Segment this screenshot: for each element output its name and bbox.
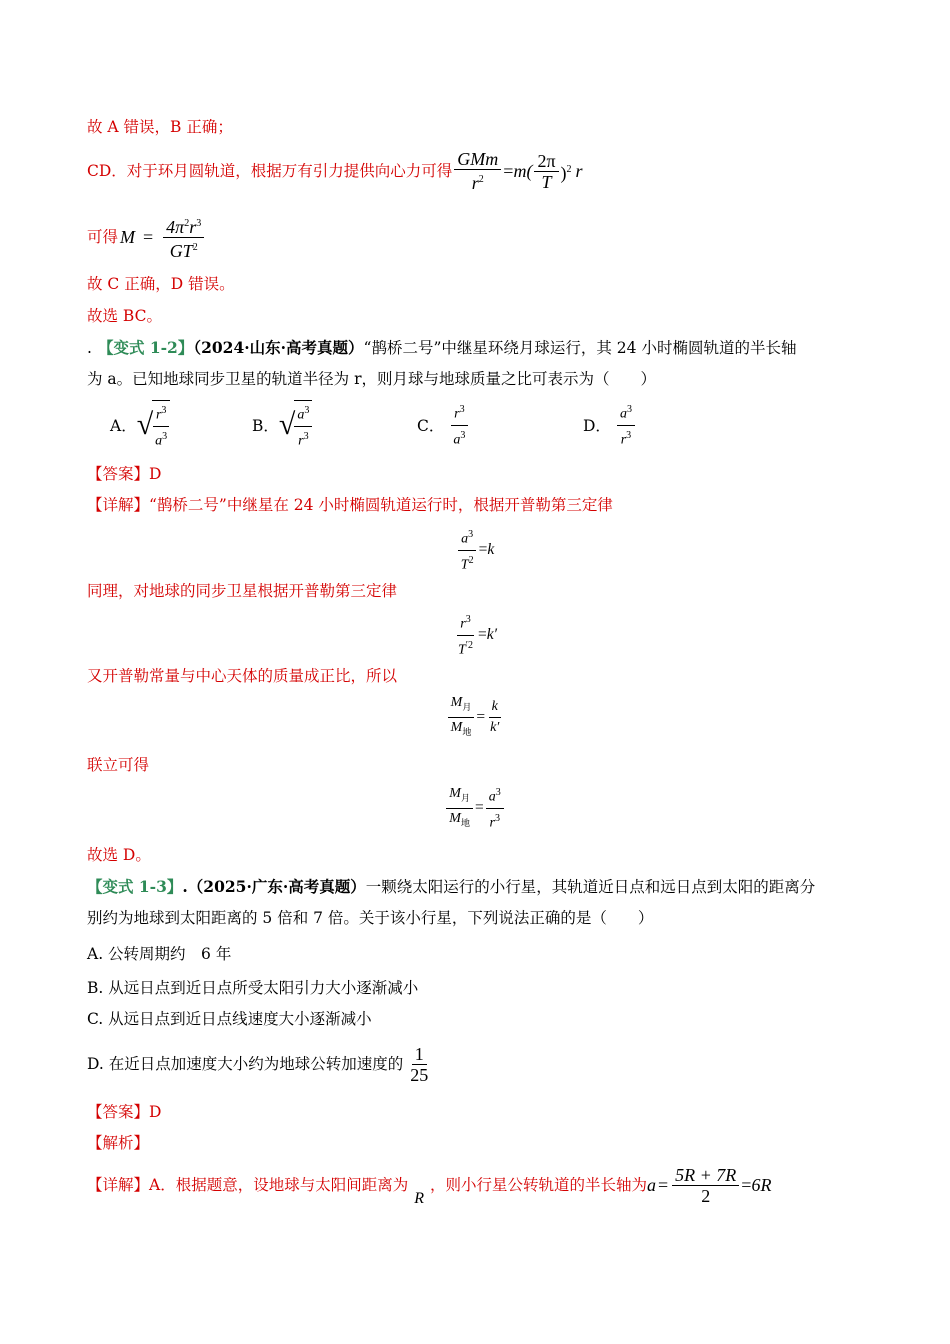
detail-line: 同理，对地球的同步卫星根据开普勒第三定律 bbox=[87, 582, 398, 600]
centered-equation: $\frac{M_月}{M_地}$ = $\frac{k}{k'}$ bbox=[0, 694, 950, 741]
line-text: 可得 bbox=[87, 228, 119, 246]
text-line: 故 C 正确，D 错误。 bbox=[87, 275, 235, 293]
math-term: m( bbox=[513, 161, 533, 181]
line-text: CD．对于环月圆轨道，根据万有引力提供向心力可得 bbox=[87, 162, 453, 180]
answer-line: 【答案】D bbox=[87, 1103, 162, 1121]
fraction: $\frac{a^3}{r^3}$ bbox=[486, 784, 504, 832]
fraction: $\frac{M_月}{M_地}$ bbox=[448, 694, 475, 741]
sqrt: √ $\frac{r^3}{a^3}$ bbox=[137, 400, 170, 450]
question-text: “鹊桥二号”中继星环绕月球运行，其 24 小时椭圆轨道的半长轴 bbox=[363, 339, 797, 357]
numerator: GMm bbox=[454, 150, 501, 170]
fraction: $\frac{M_月}{M_地}$ bbox=[446, 785, 473, 832]
fraction: $\frac{5R + 7R}{2}$ bbox=[672, 1166, 739, 1205]
centered-equation: $\frac{a^3}{T^2}$ =k bbox=[0, 526, 950, 574]
fraction: $\frac{a^3}{T^2}$ bbox=[458, 526, 477, 574]
variant-tag: 【变式 1-2】 bbox=[97, 338, 194, 357]
detail-line: 故选 D。 bbox=[87, 846, 151, 864]
detail-line: 【详解】A．根据题意，设地球与太阳间距离为 R ，则小行星公转轨道的半长轴为 a = $\frac{5R + 7R}{2}$ = 6R bbox=[87, 1160, 771, 1210]
fraction: $\frac{a^3}{r^3}$ bbox=[617, 401, 635, 449]
variant-tag: 【变式 1-3】 bbox=[87, 877, 183, 896]
math-term: a bbox=[647, 1175, 656, 1195]
fraction: $\frac{r^3}{T^{'2}}$ bbox=[455, 611, 476, 659]
math-term: )$^2$ bbox=[560, 162, 572, 183]
fraction bbox=[454, 150, 501, 192]
denominator: $r^2$ bbox=[471, 173, 484, 193]
fraction: $\frac{k}{k'}$ bbox=[490, 698, 500, 735]
numerator: 2π bbox=[534, 152, 558, 172]
math-term: M bbox=[120, 227, 136, 247]
question-line: 为 a。已知地球同步卫星的轨道半径为 r，则月球与地球质量之比可表示为（ ） bbox=[87, 370, 657, 388]
equals-sign: = bbox=[503, 161, 514, 181]
option-a: A． √ $\frac{r^3}{a^3}$ bbox=[110, 400, 170, 450]
option-b: B． √ $\frac{a^3}{r^3}$ bbox=[252, 400, 312, 450]
denominator: $GT^2$ bbox=[169, 240, 198, 261]
question-line bbox=[87, 876, 815, 898]
question-line: 别约为地球到太阳距离的 5 倍和 7 倍。关于该小行星，下列说法正确的是（ ） bbox=[87, 909, 654, 927]
option-d: D. 在近日点加速度大小约为地球公转加速度的 $\frac{1}{25}$ bbox=[87, 1040, 433, 1088]
question-text: 一颗绕太阳运行的小行星，其轨道近日点和远日点到太阳的距离分 bbox=[365, 878, 816, 896]
math-term: 6R bbox=[751, 1175, 772, 1195]
detail-line: 又开普勒常量与中心天体的质量成正比，所以 bbox=[87, 667, 398, 685]
option-b: B. 从远日点到近日点所受太阳引力大小逐渐减小 bbox=[87, 979, 419, 997]
detail-line: 【详解】“鹊桥二号”中继星在 24 小时椭圆轨道运行时，根据开普勒第三定律 bbox=[87, 496, 613, 514]
answer-line: 【答案】D bbox=[87, 465, 162, 483]
analysis-line: 【解析】 bbox=[87, 1134, 150, 1152]
option-c: C． $\frac{r^3}{a^3}$ bbox=[417, 400, 470, 450]
numerator: $4\pi^2r^3$ bbox=[163, 215, 204, 238]
fraction: $\frac{r^3}{a^3}$ bbox=[450, 401, 468, 449]
text-line: 故 A 错误，B 正确； bbox=[87, 118, 233, 136]
option-d: D． $\frac{a^3}{r^3}$ bbox=[583, 400, 637, 450]
math-term: r bbox=[575, 161, 583, 181]
text-line bbox=[87, 148, 583, 194]
question-line: . 【变式 1-2】（2024·山东·高考真题）“鹊桥二号”中继星环绕月球运行，其 24 小时椭圆轨道的半长轴 bbox=[87, 338, 797, 357]
text-line bbox=[87, 212, 206, 262]
fraction: $\frac{1}{25}$ bbox=[410, 1043, 429, 1085]
question-source: .（2025·广东·高考真题） bbox=[182, 877, 366, 896]
centered-equation: $\frac{r^3}{T^{'2}}$ =k′ bbox=[0, 611, 950, 659]
question-source: （2024·山东·高考真题） bbox=[193, 338, 364, 357]
math-term: R bbox=[414, 1190, 424, 1207]
detail-line: 联立可得 bbox=[87, 756, 150, 774]
option-c: C. 从远日点到近日点线速度大小逐渐减小 bbox=[87, 1010, 372, 1028]
denominator: T bbox=[541, 171, 552, 192]
sqrt: √ $\frac{a^3}{r^3}$ bbox=[279, 400, 312, 450]
centered-equation: $\frac{M_月}{M_地}$ = $\frac{a^3}{r^3}$ bbox=[0, 784, 950, 832]
fraction bbox=[534, 152, 558, 191]
option-a: A. 公转周期约 6 年 bbox=[87, 945, 232, 963]
text-line: 故选 BC。 bbox=[87, 307, 162, 325]
fraction bbox=[163, 215, 204, 260]
equals-sign: = bbox=[143, 227, 154, 247]
